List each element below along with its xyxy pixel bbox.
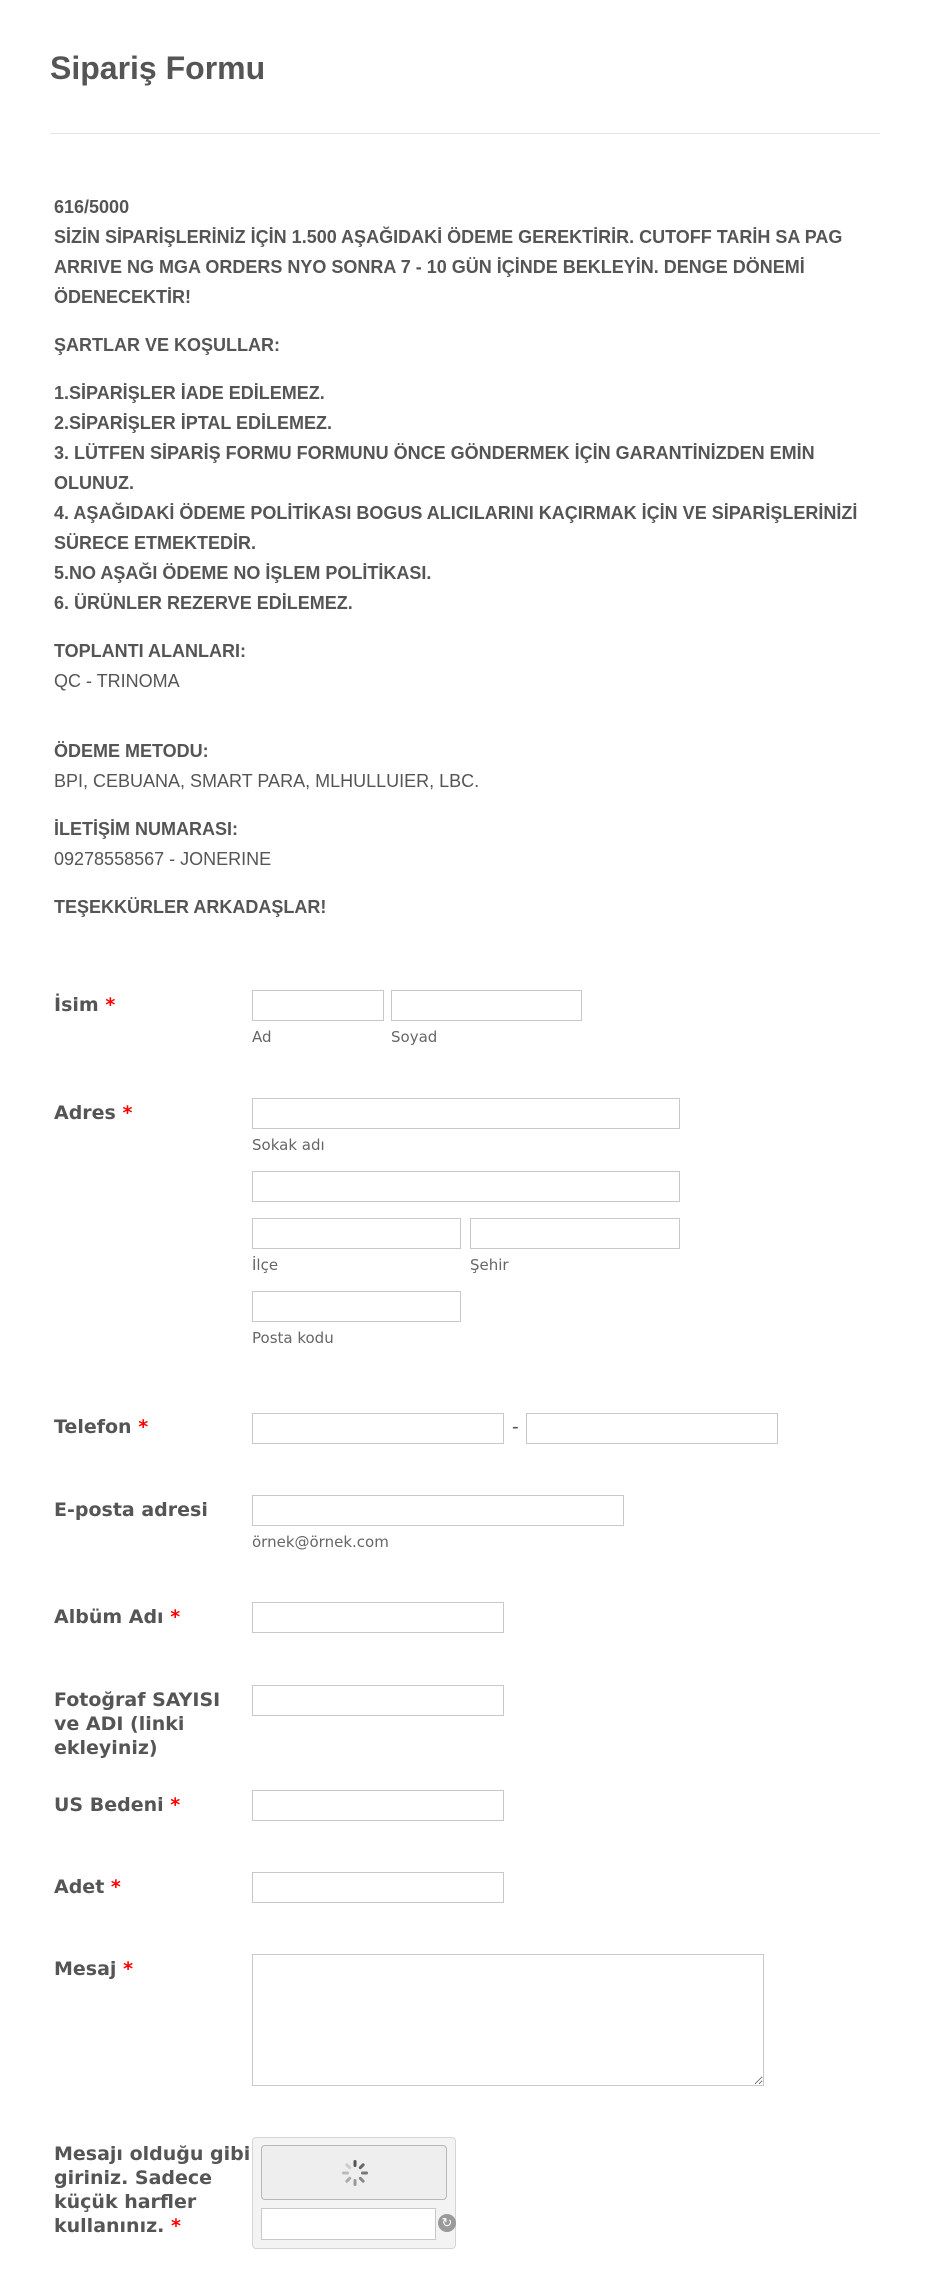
message-textarea[interactable] [252,1954,764,2086]
email-sublabel: örnek@örnek.com [252,1533,389,1551]
album-label: Albüm Adı * [54,1606,181,1628]
postal-code-sublabel: Posta kodu [252,1329,334,1347]
intro-text [54,192,884,922]
phone-label: Telefon * [54,1416,149,1438]
page-title: Sipariş Formu [50,50,266,86]
last-name-sublabel: Soyad [391,1028,438,1046]
term-item: 5.NO AŞAĞI ÖDEME NO İŞLEM POLİTİKASI. [54,563,432,583]
street-line2-input[interactable] [252,1171,680,1202]
photo-input[interactable] [252,1685,504,1716]
required-mark: * [123,1958,133,1980]
message-label: Mesaj * [54,1958,133,1980]
required-mark: * [170,1794,181,1816]
phone-area-input[interactable] [252,1413,504,1444]
required-mark: * [110,1876,121,1898]
email-label: E-posta adresi [54,1499,208,1521]
street-input[interactable] [252,1098,680,1129]
required-mark: * [170,1606,181,1628]
required-mark: * [171,2215,181,2237]
required-mark: * [105,994,116,1016]
album-input[interactable] [252,1602,504,1633]
payment-value: BPI, CEBUANA, SMART PARA, MLHULLUIER, LBC. [54,771,480,791]
main-notice: SİZİN SİPARİŞLERİNİZ İÇİN 1.500 AŞAĞIDAKİ ÖDEME GEREKTİRİR. CUTOFF TARİH SA PAG ARRIVE NG MGA ORDERS NYO SONRA 7 - 10 GÜN İÇİNDE BEKLEYİN. DENGE DÖNEMİ ÖDENECEKTİR! [54,227,843,307]
required-mark: * [138,1416,149,1438]
contact-heading: İLETİŞİM NUMARASI: [54,819,238,839]
captcha-input[interactable] [261,2208,436,2240]
term-item: 4. AŞAĞIDAKİ ÖDEME POLİTİKASI BOGUS ALICILARINI KAÇIRMAK İÇİN VE SİPARİŞLERİNİZİ SÜRECE ETMEKTEDİR. [54,503,858,553]
district-input[interactable] [252,1218,461,1249]
term-item: 2.SİPARİŞLER İPTAL EDİLEMEZ. [54,413,333,433]
address-label: Adres * [54,1102,133,1124]
photo-label: Fotoğraf SAYISI ve ADI (linki ekleyiniz) [54,1689,221,1759]
payment-heading: ÖDEME METODU: [54,741,209,761]
refresh-icon[interactable]: ↻ [438,2214,456,2232]
term-item: 3. LÜTFEN SİPARİŞ FORMU FORMUNU ÖNCE GÖNDERMEK İÇİN GARANTİNİZDEN EMİN OLUNUZ. [54,443,815,493]
phone-separator: - [512,1416,519,1438]
phone-number-input[interactable] [526,1413,778,1444]
required-mark: * [122,1102,133,1124]
term-item: 6. ÜRÜNLER REZERVE EDİLEMEZ. [54,593,353,613]
name-label: İsim * [54,994,116,1016]
last-name-input[interactable] [391,990,582,1021]
postal-code-input[interactable] [252,1291,461,1322]
us-size-label: US Bedeni * [54,1794,181,1816]
char-counter: 616/5000 [54,197,130,217]
spinner-icon [262,2146,448,2201]
city-input[interactable] [470,1218,680,1249]
us-size-input[interactable] [252,1790,504,1821]
title-divider [50,133,880,134]
first-name-input[interactable] [252,990,384,1021]
term-item: 1.SİPARİŞLER İADE EDİLEMEZ. [54,383,325,403]
quantity-input[interactable] [252,1872,504,1903]
captcha-label: Mesajı olduğu gibi giriniz. Sadece küçük harfler kullanınız. * [54,2143,251,2237]
meeting-heading: TOPLANTI ALANLARI: [54,641,246,661]
terms-heading: ŞARTLAR VE KOŞULLAR: [54,335,280,355]
quantity-label: Adet * [54,1876,121,1898]
meeting-value: QC - TRINOMA [54,671,180,691]
contact-value: 09278558567 - JONERINE [54,849,272,869]
city-sublabel: Şehir [470,1256,509,1274]
captcha-image [261,2145,447,2200]
street-sublabel: Sokak adı [252,1136,325,1154]
email-input[interactable] [252,1495,624,1526]
first-name-sublabel: Ad [252,1028,272,1046]
district-sublabel: İlçe [252,1256,279,1274]
thanks-text: TEŞEKKÜRLER ARKADAŞLAR! [54,897,327,917]
